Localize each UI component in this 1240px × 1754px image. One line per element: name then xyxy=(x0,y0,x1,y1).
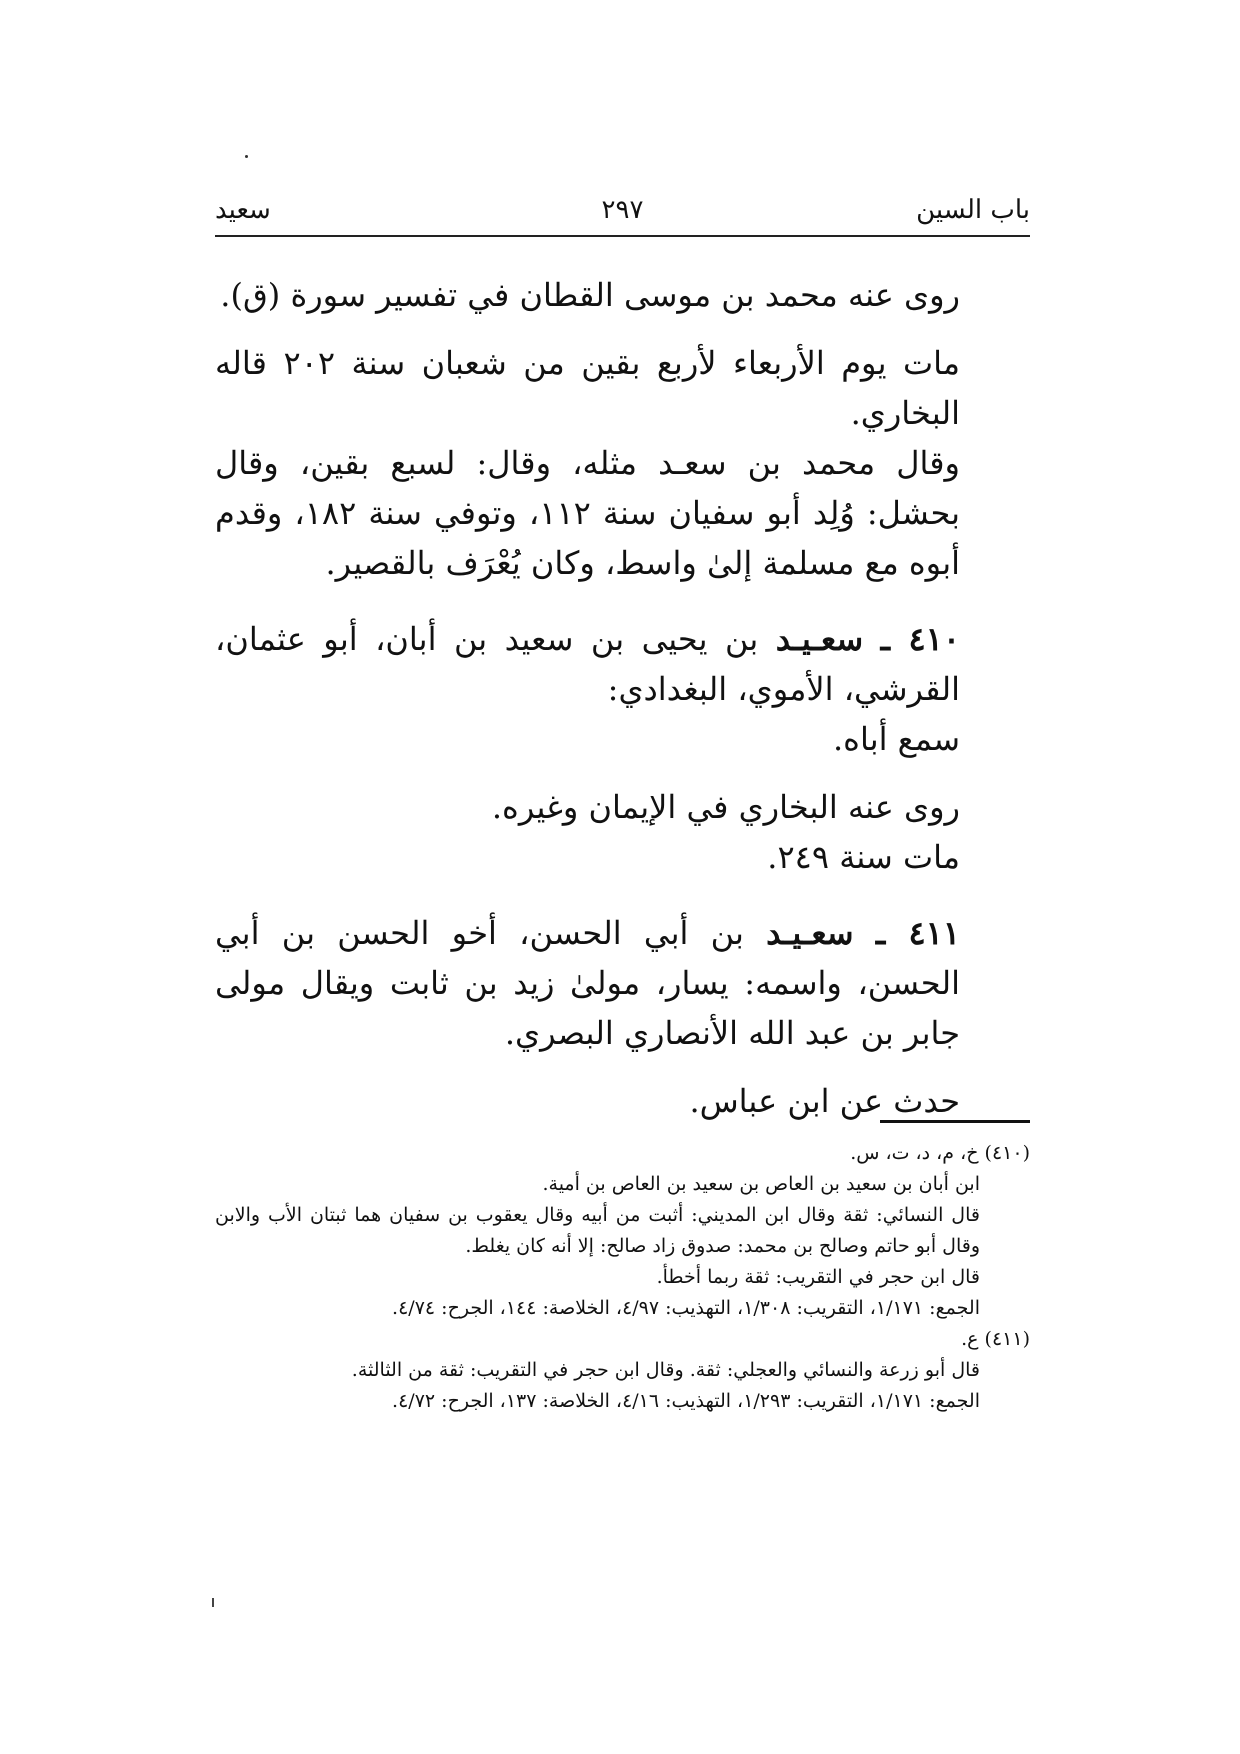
footnote-divider xyxy=(880,1120,1030,1123)
paragraph: مات يوم الأربعاء لأربع بقين من شعبان سنة ٢٠٢ قاله البخاري. xyxy=(215,344,961,432)
entry-number: ٤١١ ـ xyxy=(875,914,961,952)
paragraph: حدث عن ابن عباس. xyxy=(689,1082,960,1120)
entry-lineage: بن أبي الحسن، أخو الحسن بن أبي الحسن، واسمه: يسار، مولىٰ زيد بن ثابت ويقال مولى جابر بن عبد الله الأنصاري البصري. xyxy=(215,914,960,1052)
paragraph: وقال محمد بن سعـد مثله، وقال: لسبع بقين، وقال بحشل: وُلِد أبو سفيان سنة ١١٢، وتوفي سنة ١٨٢، وقدم أبوه مع مسلمة إلىٰ واسط، وكان يُعْرَف بالقصير. xyxy=(215,444,961,582)
chapter-title: باب السين xyxy=(916,195,1030,225)
header-keyword: سعيد xyxy=(215,195,271,225)
entry-name: سعـيـد xyxy=(775,620,864,658)
footnote-line: قال النسائي: ثقة وقال ابن المديني: أثبت من أبيه وقال يعقوب بن سفيان هما ثبتان الأب والابن وقال أبو حاتم وصالح بن محمد: صدوق زاد صالح: إلا أنه كان يغلط. xyxy=(215,1204,980,1257)
paragraph: روى عنه البخاري في الإيمان وغيره. xyxy=(491,788,960,826)
footnote-line: ابن أبان بن سعيد بن العاص بن سعيد بن العاص بن أمية. xyxy=(542,1173,980,1195)
footnote-line: الجمع: ١/١٧١، التقريب: ١/٢٩٣، التهذيب: ٤/١٦، الخلاصة: ١٣٧، الجرح: ٤/٧٢. xyxy=(392,1390,980,1412)
speck xyxy=(212,1598,214,1607)
footnote-line: الجمع: ١/١٧١، التقريب: ١/٣٠٨، التهذيب: ٤/٩٧، الخلاصة: ١٤٤، الجرح: ٤/٧٤. xyxy=(392,1297,980,1319)
footnote-heading: (٤١١) ع. xyxy=(961,1328,1030,1350)
entry-410 xyxy=(215,614,1030,714)
paragraph: روى عنه محمد بن موسى القطان في تفسير سورة (ق). xyxy=(220,276,960,314)
entry-411 xyxy=(215,908,1030,1058)
paragraph: سمع أباه. xyxy=(833,720,960,758)
footnote-line: قال أبو زرعة والنسائي والعجلي: ثقة. وقال ابن حجر في التقريب: ثقة من الثالثة. xyxy=(351,1359,980,1381)
entry-lineage: بن يحيى بن سعيد بن أبان، أبو عثمان، القرشي، الأموي، البغدادي: xyxy=(215,620,960,708)
paragraph: مات سنة ٢٤٩. xyxy=(767,838,960,876)
page-number: ٢٩٧ xyxy=(601,195,644,225)
footnote-heading: (٤١٠) خ، م، د، ت، س. xyxy=(850,1142,1030,1164)
footnote-line: قال ابن حجر في التقريب: ثقة ربما أخطأ. xyxy=(656,1266,980,1288)
entry-number: ٤١٠ ـ xyxy=(880,620,961,658)
running-header xyxy=(215,195,1030,237)
entry-name: سعـيـد xyxy=(766,914,854,952)
footnotes xyxy=(215,1138,1030,1417)
main-text xyxy=(215,270,1030,1126)
speck xyxy=(245,155,248,158)
